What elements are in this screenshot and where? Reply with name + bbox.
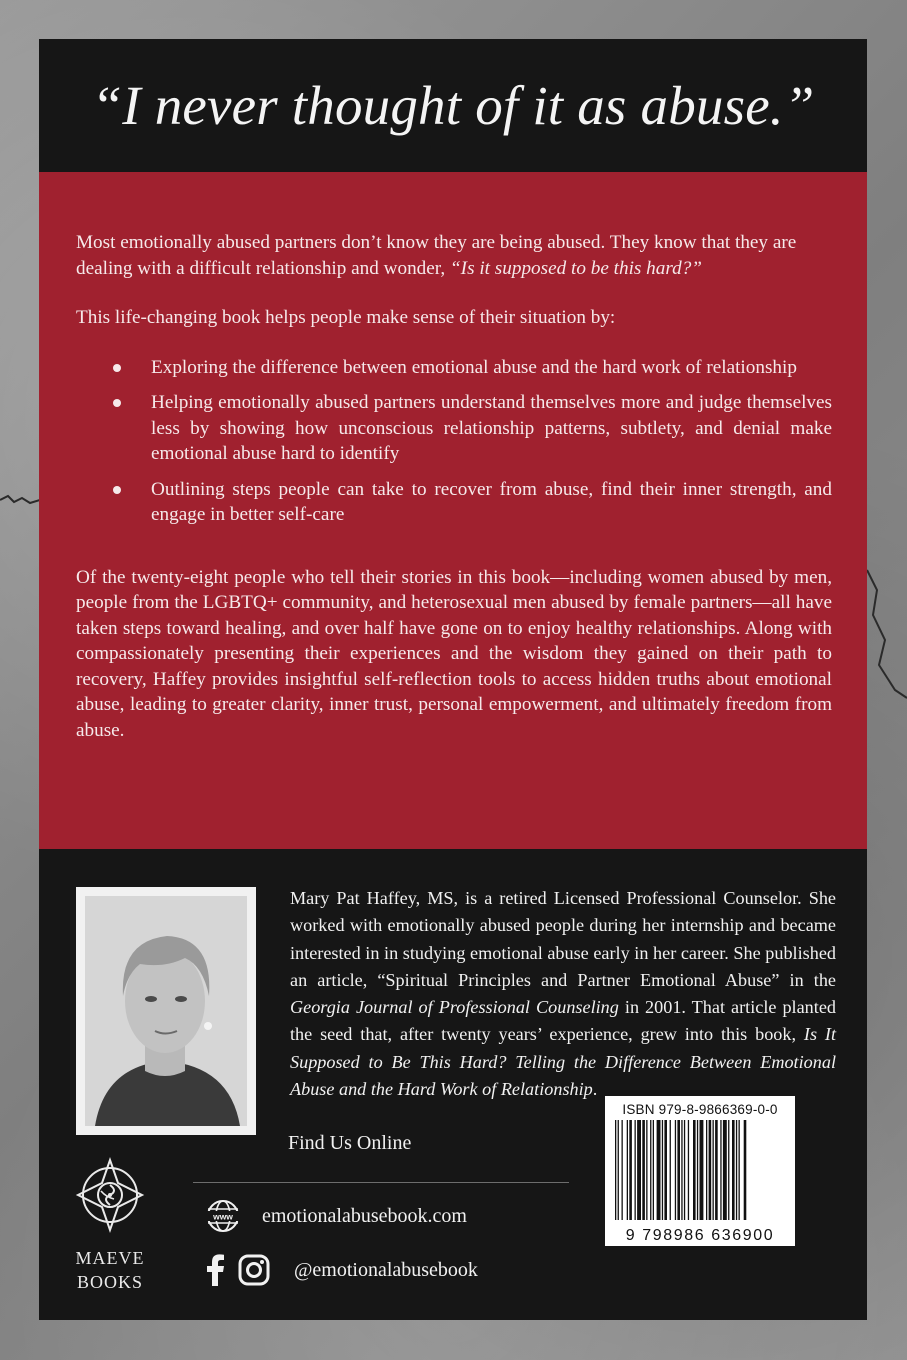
barcode-bar <box>615 1120 616 1220</box>
concrete-crack-right <box>867 560 907 700</box>
bullet-text: Exploring the difference between emotional abuse and the hard work of relationship <box>151 356 797 378</box>
barcode-bar <box>684 1120 685 1220</box>
description-panel <box>39 172 867 849</box>
barcode-bar <box>622 1120 623 1220</box>
bullet-dot <box>113 364 121 372</box>
barcode-bar <box>732 1120 735 1220</box>
barcode-bar <box>739 1120 740 1220</box>
bullet-dot <box>113 486 121 494</box>
barcode-bar <box>736 1120 737 1220</box>
barcode-bar <box>723 1120 727 1220</box>
bio-book-title: Is It Supposed to Be This Hard? Telling the Difference Between Emotional Abuse and the Hard Work of Relationship <box>290 1024 836 1100</box>
find-us-title: Find Us Online <box>288 1132 412 1154</box>
barcode-bar <box>681 1120 682 1220</box>
author-bio <box>290 885 836 1103</box>
barcode-bar <box>670 1120 671 1220</box>
publisher-logo <box>70 1155 150 1294</box>
bullet-dot <box>113 399 121 407</box>
barcode-bar <box>664 1120 667 1220</box>
barcode-bar <box>646 1120 647 1220</box>
isbn-label: ISBN 979-8-9866369-0-0 <box>622 1102 778 1117</box>
publisher-name-line1: MAEVE <box>75 1248 145 1268</box>
intro-text: Most emotionally abused partners don’t know they are being abused. They know that they are dealing with a difficult relationship and wonder, <box>76 232 797 279</box>
barcode-bar <box>728 1120 729 1220</box>
publisher-name <box>70 1246 150 1294</box>
author-portrait-illustration <box>85 896 247 1126</box>
barcode-bar <box>744 1120 747 1220</box>
social-row[interactable] <box>204 1254 478 1286</box>
facebook-icon[interactable] <box>204 1254 226 1286</box>
bio-journal-title: Georgia Journal of Professional Counseling <box>290 997 619 1018</box>
bullet-item <box>76 355 832 381</box>
barcode-bar <box>677 1120 680 1220</box>
website-row[interactable] <box>204 1199 467 1233</box>
www-label: www <box>213 1211 233 1222</box>
concrete-crack-left <box>0 470 40 530</box>
bullet-item <box>76 477 832 528</box>
isbn-barcode <box>605 1096 795 1246</box>
globe-www-icon <box>204 1199 242 1233</box>
barcode-bar <box>713 1120 714 1220</box>
publisher-name-line2: BOOKS <box>76 1272 143 1292</box>
description-text <box>76 230 832 743</box>
intro-paragraph <box>76 230 832 281</box>
barcode-bar <box>629 1120 632 1220</box>
body-paragraph: Of the twenty-eight people who tell their stories in this book—including women abused by men, people from the LGBTQ+ community, and heterosexual men abused by female partners—all have taken steps toward healing, and over half have gone on to enjoy healthy relationships. Along with compassionately presenting their experiences and the wisdom they gained on their path to recovery, Haffey provides insightful self-reflection tools to access hidden truths about emotional abuse, leading to greater clarity, inner trust, personal empowerment, and ultimately freedom from abuse. <box>76 566 832 741</box>
barcode-bar <box>653 1120 654 1220</box>
barcode-bar <box>642 1120 645 1220</box>
maeve-knot-icon <box>70 1155 150 1235</box>
social-handle[interactable]: @emotionalabusebook <box>294 1258 478 1281</box>
lead-paragraph: This life-changing book helps people make sense of their situation by: <box>76 307 616 328</box>
barcode-bar <box>697 1120 698 1220</box>
barcode-bar <box>688 1120 689 1220</box>
barcode-bar <box>720 1120 721 1220</box>
find-us-divider <box>193 1182 569 1183</box>
barcode-bars <box>611 1118 789 1222</box>
barcode-bar <box>662 1120 663 1220</box>
barcode-bar <box>650 1120 651 1220</box>
website-link[interactable]: emotionalabusebook.com <box>262 1204 467 1227</box>
author-bio-section <box>39 849 867 1320</box>
bio-text-part: . <box>592 1079 598 1100</box>
barcode-bar <box>618 1120 619 1220</box>
barcode-digits: 9 798986 636900 <box>625 1227 775 1244</box>
headline-quote: “I never thought of it as abuse.” <box>91 75 815 136</box>
bullet-item <box>76 390 832 467</box>
barcode-bar <box>693 1120 696 1220</box>
barcode-bar <box>715 1120 718 1220</box>
bullet-text: Outlining steps people can take to recover from abuse, find their inner strength, and engage in better self-care <box>151 478 832 525</box>
bio-text-part: in 2001. That article planted the seed that, after twenty years’ experience, grew into this book, <box>290 997 836 1045</box>
barcode-bar <box>657 1120 661 1220</box>
bullet-text: Helping emotionally abused partners understand themselves more and judge themselves less by showing how unconscious relationship patterns, subtlety, and denial make emotional abuse hard to identify <box>151 392 832 464</box>
author-photo-frame <box>76 887 256 1135</box>
barcode-bar <box>635 1120 636 1220</box>
barcode-bar <box>700 1120 704 1220</box>
instagram-icon[interactable] <box>238 1254 270 1286</box>
bullet-list <box>76 355 832 528</box>
barcode-bar <box>706 1120 707 1220</box>
barcode-bar <box>675 1120 676 1220</box>
barcode-bar <box>627 1120 628 1220</box>
barcode-bar <box>637 1120 641 1220</box>
author-photo <box>85 896 247 1126</box>
bio-text-part: Mary Pat Haffey, MS, is a retired Licensed Professional Counselor. She worked with emotionally abused people during her internship and became interested in in studying emotional abuse early in her career. She published an article, “Spiritual Principles and Partner Emotional Abuse” in the <box>290 888 836 990</box>
barcode-bar <box>709 1120 712 1220</box>
intro-quote: “Is it supposed to be this hard?” <box>450 257 702 279</box>
